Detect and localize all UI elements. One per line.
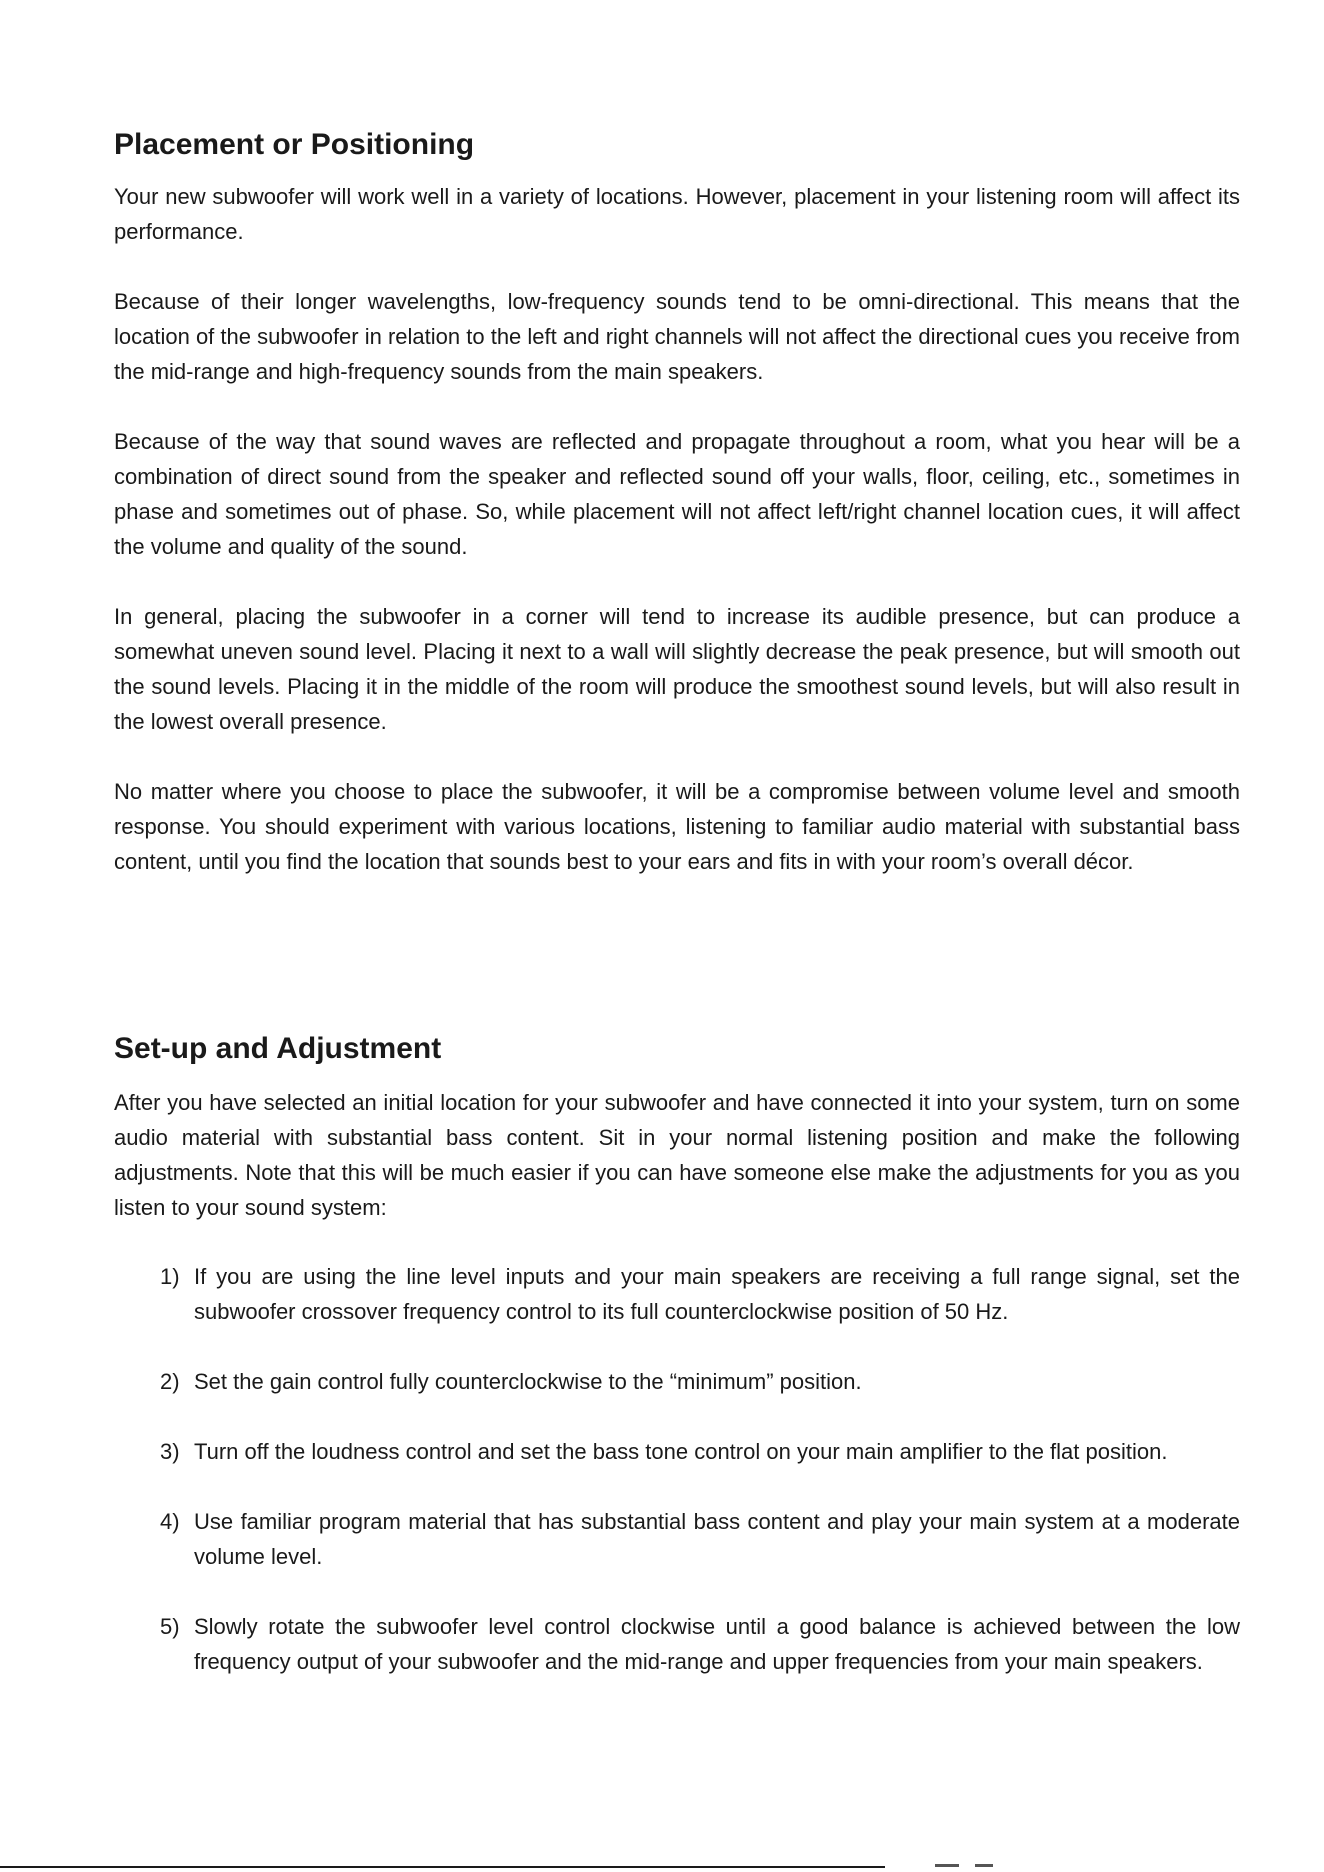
footer-mark <box>935 1864 959 1867</box>
section-placement-body <box>114 179 1240 914</box>
paragraph: Because of the way that sound waves are reflected and propagate throughout a room, what you hear will be a combination of direct sound from the speaker and reflected sound off your walls, floor, ceiling, etc., sometimes in phase and sometimes out of phase. So, while placement will not affect left/right channel location cues, it will affect the volume and quality of the sound. <box>114 429 1240 559</box>
step-number: 5) <box>160 1614 180 1639</box>
list-item <box>114 1434 1240 1469</box>
list-item <box>114 1609 1240 1679</box>
step-number: 4) <box>160 1509 180 1534</box>
footer-mark <box>975 1864 993 1867</box>
section-setup-body <box>114 1085 1240 1260</box>
step-text: Turn off the loudness control and set the bass tone control on your main amplifier to the flat position. <box>194 1439 1168 1464</box>
step-text: Slowly rotate the subwoofer level control clockwise until a good balance is achieved between the low frequency output of your subwoofer and the mid-range and upper frequencies from your main speakers. <box>194 1614 1240 1674</box>
step-text: Use familiar program material that has substantial bass content and play your main system at a moderate volume level. <box>194 1509 1240 1569</box>
adjustment-steps-list <box>114 1259 1240 1714</box>
list-item <box>114 1259 1240 1329</box>
step-text: Set the gain control fully counterclockwise to the “minimum” position. <box>194 1369 862 1394</box>
step-text: If you are using the line level inputs and your main speakers are receiving a full range signal, set the subwoofer crossover frequency control to its full counterclockwise position of 50 Hz. <box>194 1264 1240 1324</box>
paragraph: Your new subwoofer will work well in a variety of locations. However, placement in your listening room will affect its performance. <box>114 184 1240 244</box>
footer-rule <box>0 1866 885 1868</box>
paragraph: No matter where you choose to place the subwoofer, it will be a compromise between volume level and smooth response. You should experiment with various locations, listening to familiar audio material with substantial bass content, until you find the location that sounds best to your ears and fits in with your room’s overall décor. <box>114 779 1240 874</box>
list-item <box>114 1504 1240 1574</box>
step-number: 1) <box>160 1264 180 1289</box>
paragraph: Because of their longer wavelengths, low-frequency sounds tend to be omni-directional. This means that the location of the subwoofer in relation to the left and right channels will not affect the directional cues you receive from the mid-range and high-frequency sounds from the main speakers. <box>114 289 1240 384</box>
paragraph: In general, placing the subwoofer in a corner will tend to increase its audible presence, but can produce a somewhat uneven sound level. Placing it next to a wall will slightly decrease the peak presence, but will smooth out the sound levels. Placing it in the middle of the room will produce the smoothest sound levels, but will also result in the lowest overall presence. <box>114 604 1240 734</box>
section-heading-setup: Set-up and Adjustment <box>114 1032 442 1065</box>
intro-paragraph: After you have selected an initial location for your subwoofer and have connected it into your system, turn on some audio material with substantial bass content. Sit in your normal listening position and make the following adjustments. Note that this will be much easier if you can have someone else make the adjustments for you as you listen to your sound system: <box>114 1090 1240 1220</box>
section-heading-placement: Placement or Positioning <box>114 128 475 161</box>
step-number: 2) <box>160 1369 180 1394</box>
list-item <box>114 1364 1240 1399</box>
step-number: 3) <box>160 1439 180 1464</box>
